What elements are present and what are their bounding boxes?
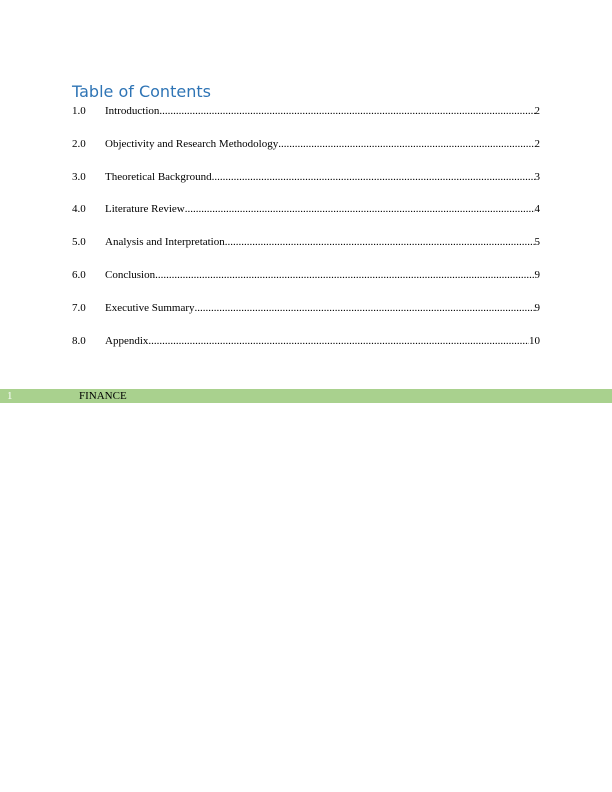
toc-entry-number: 1.0 <box>72 105 86 117</box>
toc-list <box>72 104 540 366</box>
toc-leader-dots <box>278 137 534 151</box>
toc-entry-label: Appendix <box>105 334 149 347</box>
toc-entry-label: Theoretical Background <box>105 170 212 183</box>
toc-entry-label: Conclusion <box>105 268 156 281</box>
toc-entry-page: 4 <box>534 203 540 216</box>
toc-leader-dots <box>185 202 535 216</box>
toc-entry-page: 3 <box>534 170 540 183</box>
toc-entry-theoretical-background[interactable] <box>72 170 540 203</box>
toc-entry-appendix[interactable] <box>72 334 540 367</box>
toc-entry-page: 9 <box>534 268 540 281</box>
toc-leader-dots <box>225 235 535 249</box>
toc-entry-number: 5.0 <box>72 236 86 249</box>
toc-leader-dots <box>159 104 534 118</box>
toc-entry-page: 5 <box>534 236 540 249</box>
toc-entry-number: 6.0 <box>72 268 86 281</box>
toc-entry-number: 4.0 <box>72 203 86 216</box>
toc-leader-dots <box>195 301 535 315</box>
toc-entry-number: 8.0 <box>72 334 86 347</box>
toc-entry-page: 2 <box>534 137 540 150</box>
toc-entry-conclusion[interactable] <box>72 268 540 301</box>
toc-entry-page: 9 <box>534 301 540 314</box>
footer-band <box>0 389 612 403</box>
toc-entry-label: Introduction <box>105 105 160 117</box>
toc-title: Table of Contents <box>72 82 211 101</box>
toc-leader-dots <box>212 170 535 184</box>
toc-leader-dots <box>148 334 529 348</box>
toc-entry-analysis[interactable] <box>72 235 540 268</box>
toc-entry-executive-summary[interactable] <box>72 301 540 334</box>
toc-entry-label: Executive Summary <box>105 301 195 314</box>
toc-entry-number: 3.0 <box>72 170 86 183</box>
toc-entry-label: Objectivity and Research Methodology <box>105 137 279 150</box>
toc-entry-number: 7.0 <box>72 301 86 314</box>
footer-label: FINANCE <box>79 390 127 402</box>
toc-entry-page: 10 <box>529 334 540 347</box>
toc-entry-label: Literature Review <box>105 203 185 216</box>
toc-entry-label: Analysis and Interpretation <box>105 236 225 249</box>
toc-leader-dots <box>155 268 534 282</box>
toc-entry-number: 2.0 <box>72 137 86 150</box>
toc-entry-page: 2 <box>534 105 540 117</box>
toc-entry-objectivity[interactable] <box>72 137 540 170</box>
toc-entry-introduction[interactable] <box>72 104 540 137</box>
toc-entry-literature-review[interactable] <box>72 202 540 235</box>
footer-page-number: 1 <box>7 390 13 402</box>
